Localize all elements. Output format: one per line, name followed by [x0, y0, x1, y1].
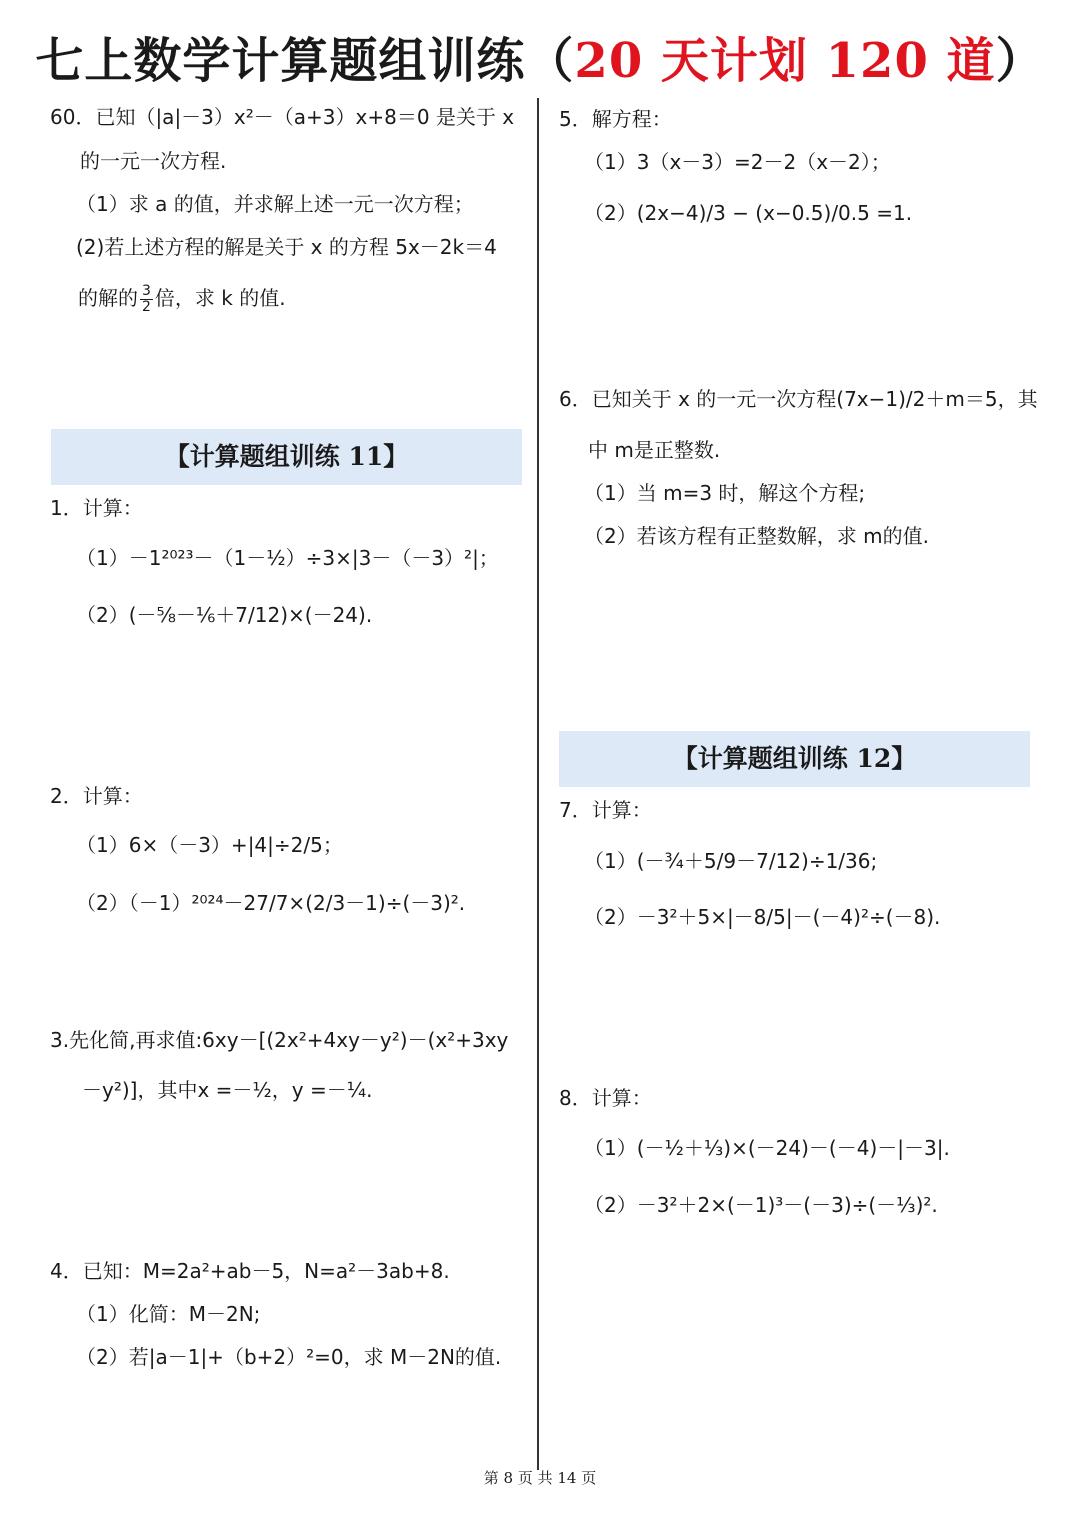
column-divider: [537, 98, 539, 1470]
problem-7-heading: 7．计算：: [559, 798, 652, 822]
section-banner-11: 【计算题组训练 11】: [51, 429, 522, 485]
problem-60-line-5-b: 倍，求 k 的值.: [154, 286, 286, 310]
problem-8-part-2: （2）－3²＋2×(－1)³－(－3)÷(－⅓)².: [584, 1193, 938, 1217]
problem-5-heading: 5．解方程：: [559, 107, 672, 131]
title-highlight: 20 天计划 120 道: [574, 33, 996, 89]
problem-4-line-1: 4．已知：M=2a²+ab－5，N=a²－3ab+8.: [50, 1259, 450, 1283]
problem-8-part-1: （1）(－½＋⅓)×(－24)－(－4)－|－3|.: [584, 1136, 950, 1160]
problem-60-line-4: (2)若上述方程的解是关于 x 的方程 5x－2k＝4: [76, 235, 497, 259]
problem-4-part-1: （1）化简：M－2N;: [76, 1302, 261, 1326]
problem-7-part-1: （1）(－¾＋5/9－7/12)÷1/36;: [584, 849, 878, 873]
problem-60-line-2: 的一元一次方程.: [80, 149, 227, 173]
fraction: [140, 284, 153, 315]
problem-6-line-2: 中 m是正整数.: [588, 438, 721, 462]
problem-2-heading: 2．计算：: [50, 784, 143, 808]
problem-3-line-2: －y²)]，其中x =－½，y =－¼.: [82, 1078, 373, 1102]
problem-60-line-5: [78, 283, 286, 315]
page-title: [0, 22, 1080, 91]
problem-6-line-1: 6．已知关于 x 的一元一次方程(7x−1)/2＋m＝5，其: [559, 387, 1038, 411]
problem-1-part-1: （1）－1²⁰²³－（1－½）÷3×|3－（－3）²|；: [76, 546, 499, 570]
problem-1-heading: 1．计算：: [50, 496, 143, 520]
fraction-denominator: 2: [142, 299, 151, 315]
title-main: 七上数学计算题组训练（: [35, 33, 575, 89]
problem-4-part-2: （2）若|a－1|+（b+2）²=0，求 M－2N的值.: [76, 1345, 502, 1369]
problem-60-line-5-a: 的解的: [78, 286, 138, 310]
problem-2-part-1: （1）6×（－3）+|4|÷2/5；: [76, 833, 343, 857]
fraction-numerator: 3: [142, 283, 151, 299]
problem-60-line-1: 60．已知（|a|－3）x²－（a+3）x+8＝0 是关于 x: [50, 105, 515, 129]
problem-2-part-2: （2）（－1）²⁰²⁴－27/7×(2/3－1)÷(－3)².: [76, 891, 466, 915]
problem-8-heading: 8．计算：: [559, 1086, 652, 1110]
page-footer: 第 8 页 共 14 页: [483, 1469, 597, 1487]
title-end: ）: [995, 33, 1045, 89]
section-banner-12: 【计算题组训练 12】: [559, 731, 1030, 787]
problem-5-part-1: （1）3（x－3）=2－2（x－2）；: [584, 150, 891, 174]
problem-6-part-2: （2）若该方程有正整数解，求 m的值.: [584, 524, 929, 548]
problem-1-part-2: （2）(－⅝－⅙＋7/12)×(－24).: [76, 603, 373, 627]
problem-5-part-2: （2）(2x−4)/3 − (x−0.5)/0.5 =1.: [584, 201, 913, 225]
problem-6-part-1: （1）当 m=3 时，解这个方程;: [584, 481, 866, 505]
problem-3-line-1: 3.先化简,再求值:6xy－[(2x²+4xy－y²)－(x²+3xy: [50, 1028, 509, 1052]
problem-7-part-2: （2）－3²＋5×|－8/5|－(－4)²÷(－8).: [584, 905, 941, 929]
problem-60-line-3: （1）求 a 的值，并求解上述一元一次方程；: [76, 192, 474, 216]
